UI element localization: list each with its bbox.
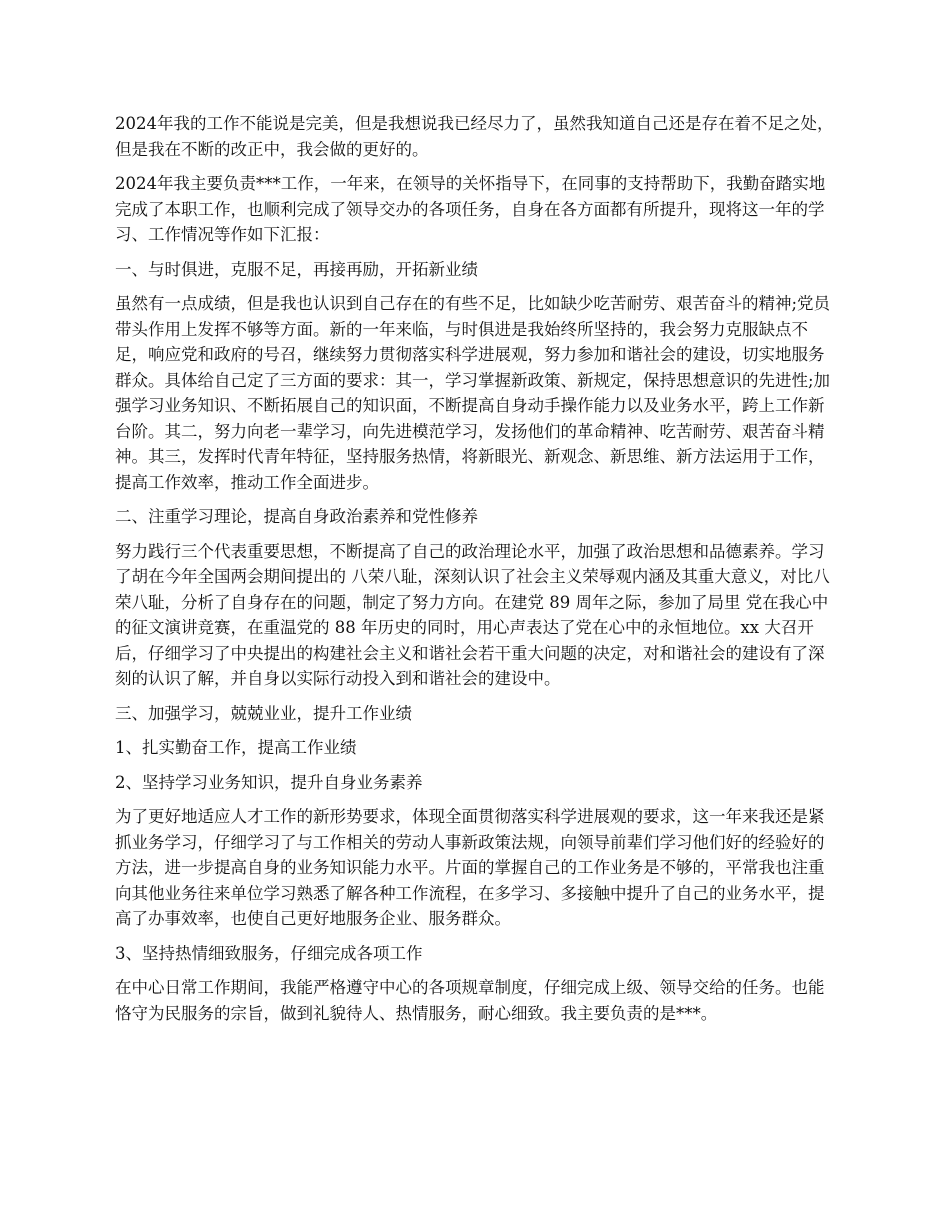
section-heading-3: 三、加强学习，兢兢业业，提升工作业绩 [115,703,412,723]
paragraph-section-1: 虽然有一点成绩，但是我也认识到自己存在的有些不足，比如缺少吃苦耐劳、艰苦奋斗的精神;党员带头作用上发挥不够等方面。新的一年来临，与时俱进是我始终所坚持的，我会努力克服缺点不足，响应党和政府的号召，继续努力贯彻落实科学进展观，努力参加和谐社会的建设，切实地服务群众。具体给自己定了三方面的要求：其一，学习掌握新政策、新规定，保持思想意识的先进性;加强学习业务知识、不断拓展自己的知识面，不断提高自身动手操作能力以及业务水平，跨上工作新台阶。其二，努力向老一辈学习，向先进模范学习，发扬他们的革命精神、吃苦耐劳、艰苦奋斗精神。其三，发挥时代青年特征，坚持服务热情，将新眼光、新观念、新思维、新方法运用于工作，提高工作效率，推动工作全面进步。 [115,294,831,492]
subheading-3-3: 3、坚持热情细致服务，仔细完成各项工作 [115,943,423,963]
section-heading-2: 二、注重学习理论，提高自身政治素养和党性修养 [115,507,478,526]
paragraph-section-2: 努力践行三个代表重要思想，不断提高了自己的政治理论水平，加强了政治思想和品德素养。学习了胡在今年全国两会期间提出的 八荣八耻，深刻认识了社会主义荣辱观内涵及其重大意义，对比八荣八耻，分析了自身存在的问题，制定了努力方向。在建党 89 周年之际，参加了局里 党在我心中的征文演讲竞赛，在重温党的 88 年历史的同时，用心声表达了党在心中的永恒地位。xx 大召开后，仔细学习了中央提出的构建社会主义和谐社会若干重大问题的决定，对和谐社会的建设有了深刻的认识了解，并自身以实际行动投入到和谐社会的建设中。 [115,541,830,688]
section-heading-1: 一、与时俱进，克服不足，再接再励，开拓新业绩 [115,259,478,279]
paragraph-intro: 2024年我的工作不能说是完美，但是我想说我已经尽力了，虽然我知道自己还是存在着不足之处，但是我在不断的改正中，我会做的更好的。 [115,114,834,159]
subheading-3-2: 2、坚持学习业务知识，提升自身业务素养 [115,772,423,792]
paragraph-section-3-3: 在中心日常工作期间，我能严格遵守中心的各项规章制度，仔细完成上级、领导交给的任务。也能恪守为民服务的宗旨，做到礼貌待人、热情服务，耐心细致。我主要负责的是***。 [115,978,825,1023]
subheading-3-1: 1、扎实勤奋工作，提高工作业绩 [115,738,357,757]
paragraph-overview: 2024年我主要负责***工作，一年来，在领导的关怀指导下，在同事的支持帮助下，我勤奋踏实地完成了本职工作，也顺利完成了领导交办的各项任务，自身在各方面都有所提升，现将这一年的学习、工作情况等作如下汇报： [115,174,826,244]
document-body [115,111,839,1035]
paragraph-section-3-2: 为了更好地适应人才工作的新形势要求，体现全面贯彻落实科学进展观的要求，这一年来我还是紧抓业务学习，仔细学习了与工作相关的劳动人事新政策法规，向领导前辈们学习他们好的经验好的方法，进一步提高自身的业务知识能力水平。片面的掌握自己的工作业务是不够的，平常我也注重向其他业务往来单位学习熟悉了解各种工作流程，在多学习、多接触中提升了自己的业务水平，提高了办事效率，也使自己更好地服务企业、服务群众。 [115,807,825,928]
